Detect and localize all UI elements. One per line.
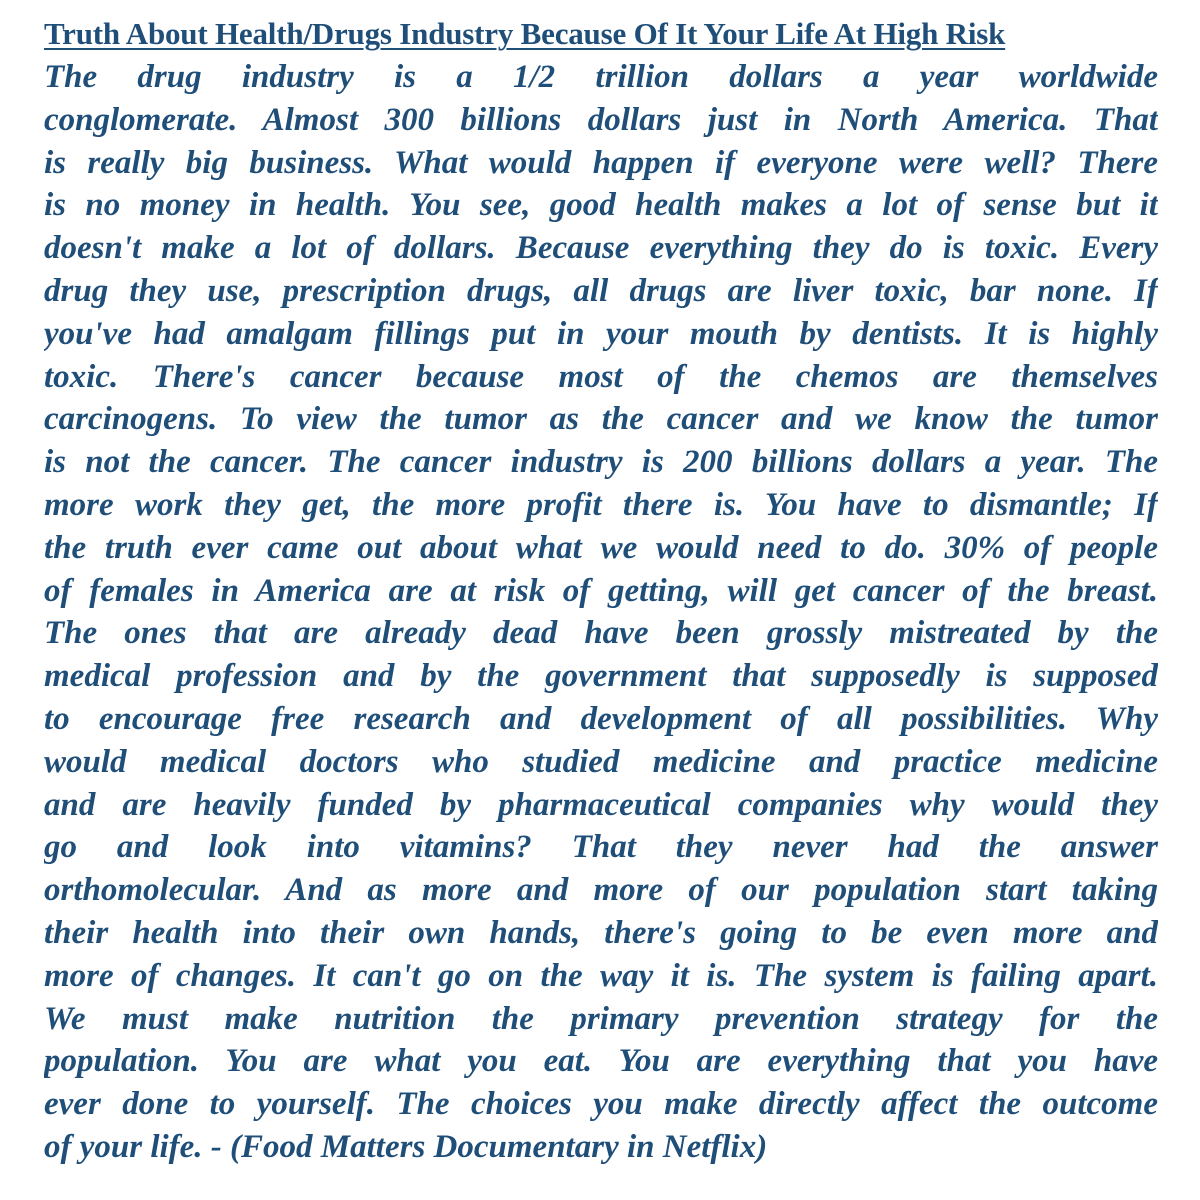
document-title: Truth About Health/Drugs Industry Because Of It Your Life At High Risk (44, 16, 1006, 51)
body-line: you've had amalgam fillings put in your mouth by dentists. It is highly (44, 315, 1158, 352)
body-line: The drug industry is a 1/2 trillion dollars a year worldwide (44, 59, 1158, 95)
body-line: medical profession and by the government that supposedly is supposed (44, 658, 1158, 695)
body-line: is no money in health. You see, good health makes a lot of sense but it (44, 187, 1158, 224)
body-line: and are heavily funded by pharmaceutical companies why would they (44, 786, 1158, 823)
body-line: is not the cancer. The cancer industry is 200 billions dollars a year. The (44, 444, 1158, 481)
body-line: of your life. - (Food Matters Documentary in Netflix) (44, 1128, 768, 1165)
body-line: to encourage free research and development of all possibilities. Why (44, 700, 1158, 737)
body-line: would medical doctors who studied medicine and practice medicine (44, 743, 1158, 780)
body-line: conglomerate. Almost 300 billions dollars just in North America. That (44, 101, 1158, 138)
body-line: The ones that are already dead have been grossly mistreated by the (44, 615, 1158, 652)
body-line: more of changes. It can't go on the way it is. The system is failing apart. (44, 957, 1158, 994)
body-line: drug they use, prescription drugs, all drugs are liver toxic, bar none. If (44, 272, 1158, 309)
body-line: doesn't make a lot of dollars. Because everything they do is toxic. Every (44, 230, 1158, 267)
body-line: their health into their own hands, there's going to be even more and (44, 914, 1158, 951)
body-line: more work they get, the more profit there is. You have to dismantle; If (44, 486, 1158, 523)
document-body (44, 56, 1158, 1169)
body-line: toxic. There's cancer because most of the chemos are themselves (44, 358, 1158, 395)
body-line: ever done to yourself. The choices you make directly affect the outcome (44, 1086, 1158, 1123)
body-line: population. You are what you eat. You are everything that you have (44, 1043, 1158, 1080)
body-line: go and look into vitamins? That they never had the answer (44, 829, 1158, 866)
body-line: We must make nutrition the primary prevention strategy for the (44, 1000, 1158, 1037)
body-line: is really big business. What would happen if everyone were well? There (44, 144, 1158, 181)
body-line: orthomolecular. And as more and more of our population start taking (44, 872, 1158, 909)
body-line: the truth ever came out about what we would need to do. 30% of people (44, 529, 1158, 566)
body-line: of females in America are at risk of getting, will get cancer of the breast. (44, 572, 1158, 609)
body-line: carcinogens. To view the tumor as the cancer and we know the tumor (44, 401, 1158, 438)
